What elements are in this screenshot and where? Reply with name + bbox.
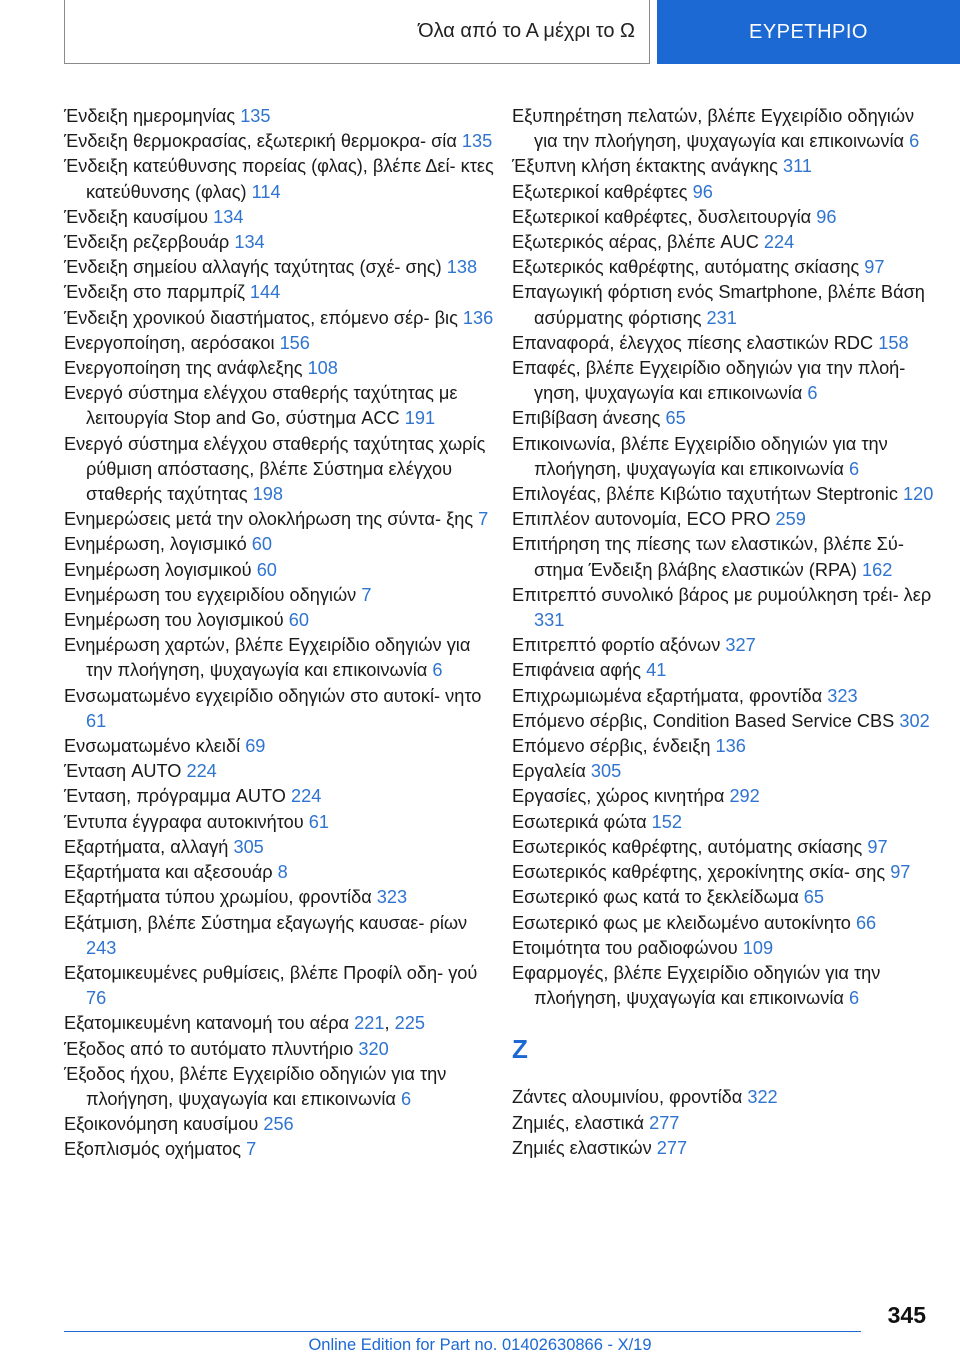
page-reference-link[interactable]: 109 xyxy=(742,937,774,958)
index-entry-text: Επιχρωμιωμένα εξαρτήματα, φροντίδα xyxy=(512,685,823,706)
index-entry-text: Επιτήρηση της πίεσης των ελαστικών, βλέπε Σύ‐ στημα Ένδειξη βλάβης ελαστικών (RPA) xyxy=(512,534,904,580)
index-entry xyxy=(512,532,942,582)
index-entry xyxy=(64,255,494,280)
index-entry xyxy=(512,1085,942,1110)
index-entry-text: Ένταση AUTO xyxy=(64,761,182,782)
index-entry xyxy=(64,558,494,583)
index-entry-text: Ενεργό σύστημα ελέγχου σταθερής ταχύτητας χωρίς ρύθμιση απόστασης, βλέπε Σύστημα ελέγχου σταθερής ταχύτητας xyxy=(64,433,486,505)
index-entry-text: Ζάντες αλουμινίου, φροντίδα xyxy=(512,1087,743,1108)
index-entry-text: Ένδειξη ρεζερβουάρ xyxy=(64,232,230,253)
index-entry xyxy=(64,432,494,508)
index-entry xyxy=(512,432,942,482)
index-entry xyxy=(64,1137,494,1162)
page-reference-link[interactable]: 69 xyxy=(245,736,266,757)
index-entry xyxy=(512,406,942,431)
index-entry-text: Επικοινωνία, βλέπε Εγχειρίδιο οδηγιών για την πλοήγηση, ψυχαγωγία και επικοινωνία xyxy=(512,433,888,479)
page-reference-link[interactable]: 114 xyxy=(251,181,281,202)
index-entry-text: Επιβίβαση άνεσης xyxy=(512,408,661,429)
page-reference-link[interactable]: 66 xyxy=(855,912,877,933)
index-entry xyxy=(64,734,494,759)
index-entry xyxy=(512,104,942,154)
index-entry-text: Ενημέρωση λογισμικού xyxy=(64,559,252,580)
page-reference-link[interactable]: 158 xyxy=(878,332,909,353)
index-entry xyxy=(64,684,494,734)
index-entry-text: Εξωτερικοί καθρέφτες, δυσλειτουργία xyxy=(512,206,812,227)
index-entry xyxy=(64,129,494,154)
page-reference-link[interactable]: 259 xyxy=(775,509,806,530)
index-entry-text: Έντυπα έγγραφα αυτοκινήτου xyxy=(64,811,304,832)
page-reference-link[interactable]: 152 xyxy=(651,811,683,832)
index-entry xyxy=(64,911,494,961)
tab-index[interactable] xyxy=(657,0,960,64)
page-reference-link[interactable]: 60 xyxy=(251,534,273,555)
index-entry xyxy=(512,230,942,255)
page-reference-link[interactable]: 135 xyxy=(461,131,493,152)
index-entry xyxy=(512,734,942,759)
index-entry-text: Ενσωματωμένο κλειδί xyxy=(64,736,241,757)
page-reference-link[interactable]: 6 xyxy=(807,383,818,404)
page-reference-link[interactable]: 320 xyxy=(358,1038,389,1059)
index-entry-text: Εξαρτήματα, αλλαγή xyxy=(64,836,229,857)
index-entry-text: Ένδειξη καυσίμου xyxy=(64,206,209,227)
page-reference-link[interactable]: 231 xyxy=(706,307,737,328)
index-entry xyxy=(512,961,942,1011)
page-reference-link[interactable]: 41 xyxy=(646,660,667,681)
index-entry-text: Επιλογέας, βλέπε Κιβώτιο ταχυτήτων Steptronic xyxy=(512,484,898,505)
header xyxy=(0,0,960,70)
index-entry-text: Ενημέρωση χαρτών, βλέπε Εγχειρίδιο οδηγιών για την πλοήγηση, ψυχαγωγία και επικοινωνία xyxy=(64,635,471,681)
index-entry xyxy=(64,1037,494,1062)
index-entry xyxy=(64,1112,494,1137)
page-reference-link[interactable]: 96 xyxy=(816,206,837,227)
page-reference-link[interactable]: 6 xyxy=(848,988,860,1009)
index-entry xyxy=(64,961,494,1011)
index-entry xyxy=(64,885,494,910)
index-entry-text: Ένδειξη θερμοκρασίας, εξωτερική θερμοκρα‐ σία xyxy=(64,131,457,152)
index-entry-text: Ένδειξη σημείου αλλαγής ταχύτητας (σχέ‐ σης) xyxy=(64,257,442,278)
index-entry-text: Εξάτμιση, βλέπε Σύστημα εξαγωγής καυσαε‐ ρίων xyxy=(64,912,468,933)
index-entry xyxy=(512,885,942,910)
index-entry-text: Εφαρμογές, βλέπε Εγχειρίδιο οδηγιών για την πλοήγηση, ψυχαγωγία και επικοινωνία xyxy=(512,962,881,1009)
index-entry-text: Εξαρτήματα τύπου χρωμίου, φροντίδα xyxy=(64,887,372,908)
index-entry xyxy=(64,205,494,230)
index-entry-text: Εξαρτήματα και αξεσουάρ xyxy=(64,862,273,883)
section-z-entries xyxy=(512,1085,942,1161)
page-reference-link[interactable]: 7 xyxy=(361,584,372,605)
page-reference-link[interactable]: 8 xyxy=(277,862,288,883)
index-entry xyxy=(64,860,494,885)
tab-a-to-z[interactable] xyxy=(64,0,650,64)
index-entry-text: Ενεργοποίηση, αερόσακοι xyxy=(64,332,275,353)
page-reference-link[interactable]: 97 xyxy=(867,836,888,857)
index-entry-text: Επιτρεπτό φορτίο αξόνων xyxy=(512,635,721,656)
index-entry xyxy=(512,180,942,205)
page-reference-link[interactable]: 305 xyxy=(590,761,622,782)
page-reference-link[interactable]: 224 xyxy=(186,761,217,782)
index-entry-text: Ζημιές ελαστικών xyxy=(512,1137,652,1158)
index-entry-text: Ένδειξη στο παρμπρίζ xyxy=(64,282,245,303)
index-entry-text: Επόμενο σέρβις, Condition Based Service CBS xyxy=(512,710,895,731)
index-entry xyxy=(512,633,942,658)
index-entry xyxy=(64,331,494,356)
index-entry xyxy=(512,759,942,784)
page-reference-link[interactable]: 135 xyxy=(240,106,271,126)
page-reference-link[interactable]: 277 xyxy=(656,1137,688,1158)
index-entry-text: Ενεργοποίηση της ανάφλεξης xyxy=(64,358,303,379)
index-entry xyxy=(512,205,942,230)
index-entry-text: Ένταση, πρόγραμμα AUTO xyxy=(64,786,286,807)
page-reference-link[interactable]: 323 xyxy=(827,685,858,706)
index-entry-text: Εσωτερικό φως με κλειδωμένο αυτοκίνητο xyxy=(512,912,851,933)
page-reference-link[interactable]: 6 xyxy=(400,1088,412,1109)
section-letter: Z xyxy=(512,1034,528,1065)
index-entry-text: Έξοδος ήχου, βλέπε Εγχειρίδιο οδηγιών για την πλοήγηση, ψυχαγωγία και επικοινωνία xyxy=(64,1063,447,1109)
index-entry xyxy=(512,810,942,835)
page-reference-link[interactable]: 61 xyxy=(86,710,107,731)
page-reference-link[interactable]: 198 xyxy=(252,484,284,505)
index-entry-text: Ενσωματωμένο εγχειρίδιο οδηγιών στο αυτοκί‐ νητο xyxy=(64,685,482,706)
page-reference-link[interactable]: 60 xyxy=(256,559,277,580)
page-reference-link[interactable]: 60 xyxy=(288,610,309,631)
page-reference-link[interactable]: 224 xyxy=(763,232,795,253)
page-reference-link[interactable]: 322 xyxy=(747,1087,778,1108)
index-entry xyxy=(512,255,942,280)
page-reference-link[interactable]: 65 xyxy=(803,887,825,908)
page-reference-link[interactable]: 65 xyxy=(665,408,686,429)
page-reference-link[interactable]: 162 xyxy=(862,559,893,580)
index-entry xyxy=(64,583,494,608)
page-reference-link[interactable]: 305 xyxy=(233,836,264,857)
page-reference-link[interactable]: 108 xyxy=(307,358,338,379)
index-entry xyxy=(64,1062,494,1112)
footer-divider xyxy=(64,1331,861,1332)
index-entry-text: Εξατομικευμένη κατανομή του αέρα xyxy=(64,1013,350,1034)
index-entry-text: Ένδειξη χρονικού διαστήματος, επόμενο σέρ‐ βις xyxy=(64,307,458,328)
page-reference-link[interactable]: 323 xyxy=(376,887,408,908)
index-entry-text: Ενημερώσεις μετά την ολοκλήρωση της σύντα‐ ξης xyxy=(64,509,474,530)
page-reference-link[interactable]: 136 xyxy=(462,307,494,328)
index-entry xyxy=(64,356,494,381)
page-reference-link[interactable]: 6 xyxy=(848,458,860,479)
page-reference-link[interactable]: 311 xyxy=(782,156,812,177)
index-entry xyxy=(64,784,494,809)
index-entry xyxy=(64,507,494,532)
index-entry-text: Ετοιμότητα του ραδιοφώνου xyxy=(512,937,738,958)
index-entry-text: Εξωτερικός καθρέφτης, αυτόματης σκίασης xyxy=(512,257,860,278)
index-column-right xyxy=(512,104,942,1161)
page-reference-link[interactable]: 6 xyxy=(909,131,920,152)
index-entry xyxy=(512,936,942,961)
index-entry xyxy=(512,911,942,936)
index-entry xyxy=(512,1136,942,1161)
index-entry xyxy=(512,658,942,683)
index-entry-text: Επιτρεπτό συνολικό βάρος με ρυμούλκηση τρέι‐ λερ xyxy=(512,584,932,605)
index-entry xyxy=(512,784,942,809)
page-reference-link[interactable]: 134 xyxy=(213,206,244,227)
index-entry-text: Έξοδος από το αυτόματο πλυντήριο xyxy=(64,1038,354,1059)
index-entry-text: Εξατομικευμένες ρυθμίσεις, βλέπε Προφίλ οδη‐ γού xyxy=(64,962,478,983)
index-entry xyxy=(64,532,494,557)
index-entry xyxy=(64,154,494,204)
page-reference-link[interactable]: 292 xyxy=(729,786,760,807)
index-entry xyxy=(512,331,942,356)
index-entry-text: Εξοπλισμός οχήματος xyxy=(64,1139,242,1160)
index-entry xyxy=(512,709,942,734)
index-entry-text: Ένδειξη ημερομηνίας xyxy=(64,106,236,126)
index-entry xyxy=(512,684,942,709)
index-entry-text: Ενεργό σύστημα ελέγχου σταθερής ταχύτητας με λειτουργία Stop and Go, σύστημα ACC xyxy=(64,383,458,429)
page-reference-link[interactable]: 96 xyxy=(692,181,713,202)
index-entry-text: Εσωτερικά φώτα xyxy=(512,811,647,832)
index-entry-text: Ενημέρωση του λογισμικού xyxy=(64,610,284,631)
page-reference-link[interactable]: 134 xyxy=(234,232,265,253)
page-reference-link[interactable]: 97 xyxy=(890,862,911,883)
index-entry-text: Εξωτερικοί καθρέφτες xyxy=(512,181,688,202)
index-entry xyxy=(64,608,494,633)
index-entry-text: Έξυπνη κλήση έκτακτης ανάγκης xyxy=(512,156,778,177)
index-entry xyxy=(512,860,942,885)
tab-index-label: ΕΥΡΕΤΗΡΙΟ xyxy=(749,20,868,43)
index-entry xyxy=(512,1111,942,1136)
index-entry-text: Επόμενο σέρβις, ένδειξη xyxy=(512,736,711,757)
index-entry xyxy=(64,381,494,431)
index-entry xyxy=(512,154,942,179)
index-entry-text: Εργασίες, χώρος κινητήρα xyxy=(512,786,725,807)
index-entry-text: Εσωτερικός καθρέφτης, αυτόματης σκίασης xyxy=(512,836,863,857)
index-entry-text: Επιπλέον αυτονομία, ECO PRO xyxy=(512,509,771,530)
index-entry: Εξατομικευμένη κατανομή του αέρα 221, 225 xyxy=(64,1013,425,1034)
index-entry-text: Επαφές, βλέπε Εγχειρίδιο οδηγιών για την πλοή‐ γηση, ψυχαγωγία και επικοινωνία xyxy=(512,358,906,404)
page-reference-link[interactable]: 7 xyxy=(246,1139,257,1160)
page-reference-link[interactable]: 7 xyxy=(478,509,489,530)
right-entries xyxy=(512,104,942,1011)
page-reference-link[interactable]: 156 xyxy=(279,332,310,353)
index-column-left xyxy=(64,104,494,1163)
index-entry xyxy=(512,482,942,507)
page-reference-link[interactable]: 120 xyxy=(903,484,934,505)
footer-edition: Online Edition for Part no. 01402630866 - X/19 xyxy=(308,1336,652,1354)
index-entry xyxy=(512,507,942,532)
index-entry-text: Εσωτερικός καθρέφτης, χεροκίνητης σκία‐ σης xyxy=(512,862,886,883)
index-entry xyxy=(64,633,494,683)
page-reference-link[interactable]: 243 xyxy=(86,937,117,958)
tab-a-to-z-label: Όλα από το Α μέχρι το Ω xyxy=(418,20,635,42)
page-reference-link[interactable]: 138 xyxy=(446,257,478,278)
index-entry-text: Εξωτερικός αέρας, βλέπε AUC xyxy=(512,232,759,253)
index-entry xyxy=(64,810,494,835)
page-reference-link[interactable]: 76 xyxy=(86,988,107,1009)
page-reference-link[interactable]: 256 xyxy=(263,1114,294,1135)
page-reference-link[interactable]: 331 xyxy=(534,610,565,631)
index-entry-text: Επαναφορά, έλεγχος πίεσης ελαστικών RDC xyxy=(512,332,874,353)
page-reference-link[interactable]: 221 xyxy=(354,1013,385,1034)
index-entry xyxy=(64,306,494,331)
index-entry xyxy=(512,835,942,860)
index-entry xyxy=(64,835,494,860)
index-entry-text: Ένδειξη κατεύθυνσης πορείας (φλας), βλέπε Δεί‐ κτες κατεύθυνσης (φλας) xyxy=(64,156,494,202)
page-number: 345 xyxy=(887,1302,926,1328)
index-entry xyxy=(64,280,494,305)
index-entry xyxy=(64,759,494,784)
index-entry xyxy=(64,230,494,255)
index-entry-text: Εξοικονόμηση καυσίμου xyxy=(64,1114,259,1135)
index-entry-text: Ενημέρωση, λογισμικό xyxy=(64,534,247,555)
page-reference-link[interactable]: 302 xyxy=(899,710,930,731)
index-entry xyxy=(512,583,942,633)
page-reference-link[interactable]: 61 xyxy=(308,811,329,832)
index-entry-text: Εξυπηρέτηση πελατών, βλέπε Εγχειρίδιο οδηγιών για την πλοήγηση, ψυχαγωγία και επικοινωνία xyxy=(512,106,915,152)
index-entry xyxy=(64,104,494,129)
page-reference-link[interactable]: 6 xyxy=(432,660,443,681)
page-reference-link[interactable]: 191 xyxy=(404,408,436,429)
index-entry-text: Επιφάνεια αφής xyxy=(512,660,642,681)
page-reference-link[interactable]: 327 xyxy=(725,635,756,656)
index-entry-text: Ζημιές, ελαστικά xyxy=(512,1112,645,1133)
page-reference-link[interactable]: 225 xyxy=(394,1013,425,1034)
index-entry-text: Εργαλεία xyxy=(512,761,586,782)
index-entry xyxy=(512,356,942,406)
index-entry-text: Ενημέρωση του εγχειριδίου οδηγιών xyxy=(64,584,357,605)
index-entry-text: Επαγωγική φόρτιση ενός Smartphone, βλέπε Βάση ασύρματης φόρτισης xyxy=(512,282,925,328)
page-reference-link[interactable]: 97 xyxy=(864,257,885,278)
index-entry-text: Εσωτερικό φως κατά το ξεκλείδωμα xyxy=(512,887,799,908)
page-reference-link[interactable]: 144 xyxy=(249,282,281,303)
page-reference-link[interactable]: 136 xyxy=(715,736,746,757)
page-reference-link[interactable]: 277 xyxy=(649,1112,680,1133)
page-reference-link[interactable]: 224 xyxy=(291,786,322,807)
index-entry xyxy=(512,280,942,330)
